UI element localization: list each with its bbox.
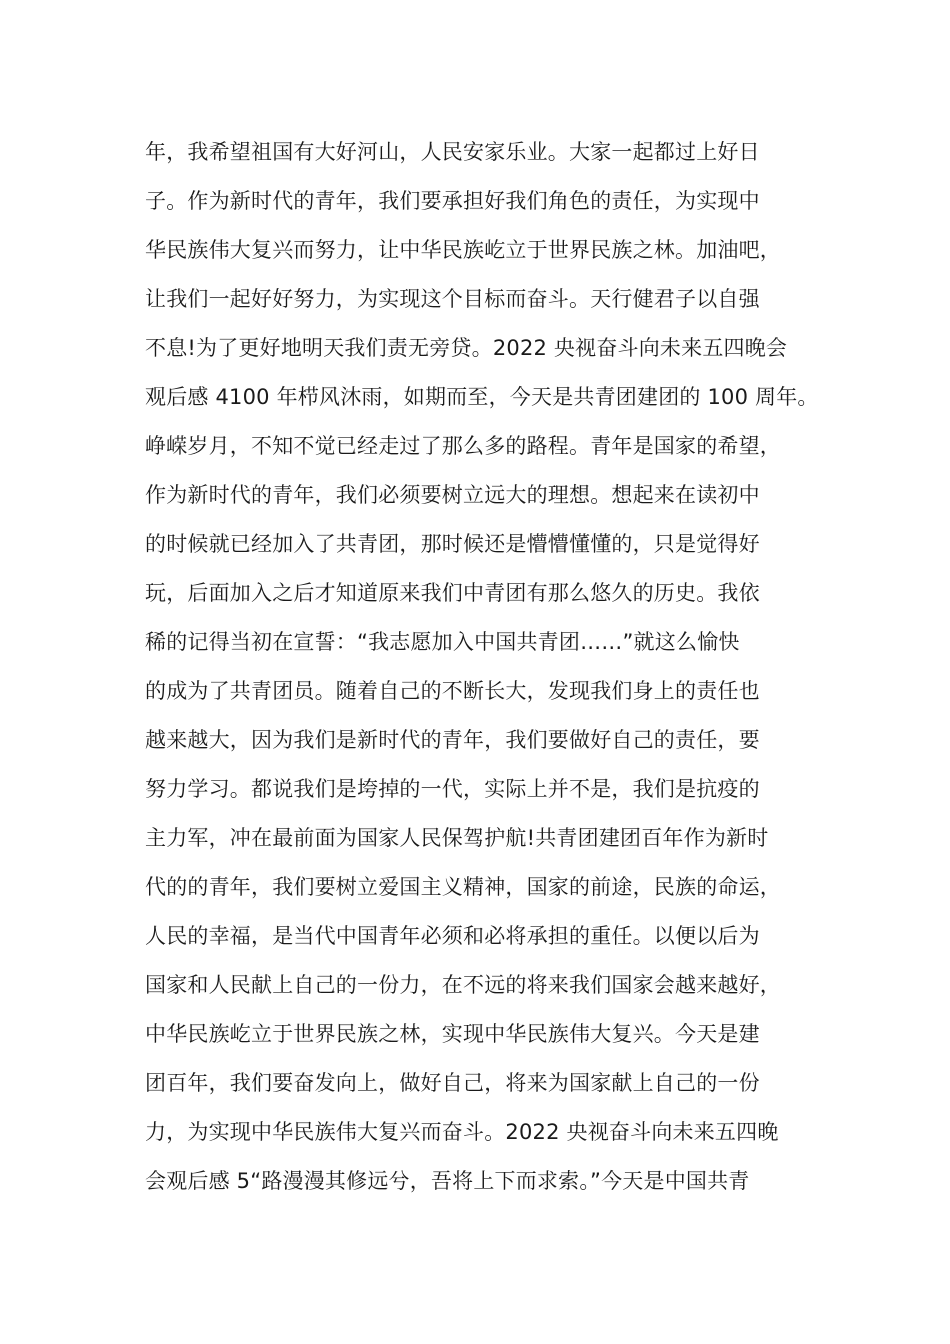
text-line: 的成为了共青团员。随着自己的不断长大，发现我们身上的责任也 [145,679,760,703]
text-line: 观后感 4100 年栉风沐雨，如期而至，今天是共青团建团的 100 周年。 [145,385,819,409]
text-line: 人民的幸福，是当代中国青年必须和必将承担的重任。以便以后为 [145,924,760,948]
text-line: 会观后感 5“路漫漫其修远兮，吾将上下而求索。”今天是中国共青 [145,1169,750,1193]
text-line: 华民族伟大复兴而努力，让中华民族屹立于世界民族之林。加油吧， [145,238,781,262]
text-line: 越来越大，因为我们是新时代的青年，我们要做好自己的责任，要 [145,728,760,752]
text-line: 努力学习。都说我们是垮掉的一代，实际上并不是，我们是抗疫的 [145,777,760,801]
text-line: 的时候就已经加入了共青团，那时候还是懵懵懂懂的，只是觉得好 [145,532,760,556]
text-line: 玩，后面加入之后才知道原来我们中青团有那么悠久的历史。我依 [145,581,760,605]
text-line: 子。作为新时代的青年，我们要承担好我们角色的责任，为实现中 [145,189,760,213]
text-line: 国家和人民献上自己的一份力，在不远的将来我们国家会越来越好， [145,973,781,997]
text-line: 峥嵘岁月，不知不觉已经走过了那么多的路程。青年是国家的希望， [145,434,781,458]
text-line: 作为新时代的青年，我们必须要树立远大的理想。想起来在读初中 [145,483,760,507]
document-body [145,132,825,1210]
text-line: 中华民族屹立于世界民族之林，实现中华民族伟大复兴。今天是建 [145,1022,760,1046]
text-line: 代的的青年，我们要树立爱国主义精神，国家的前途，民族的命运， [145,875,781,899]
text-line: 年，我希望祖国有大好河山，人民安家乐业。大家一起都过上好日 [145,140,760,164]
text-line: 力，为实现中华民族伟大复兴而奋斗。2022 央视奋斗向未来五四晚 [145,1120,779,1144]
text-line: 主力军，冲在最前面为国家人民保驾护航!共青团建团百年作为新时 [145,826,769,850]
text-line: 稀的记得当初在宣誓：“我志愿加入中国共青团……”就这么愉快 [145,630,740,654]
text-line: 不息!为了更好地明天我们责无旁贷。2022 央视奋斗向未来五四晚会 [145,336,788,360]
text-line: 让我们一起好好努力，为实现这个目标而奋斗。天行健君子以自强 [145,287,760,311]
text-line: 团百年，我们要奋发向上，做好自己，将来为国家献上自己的一份 [145,1071,760,1095]
